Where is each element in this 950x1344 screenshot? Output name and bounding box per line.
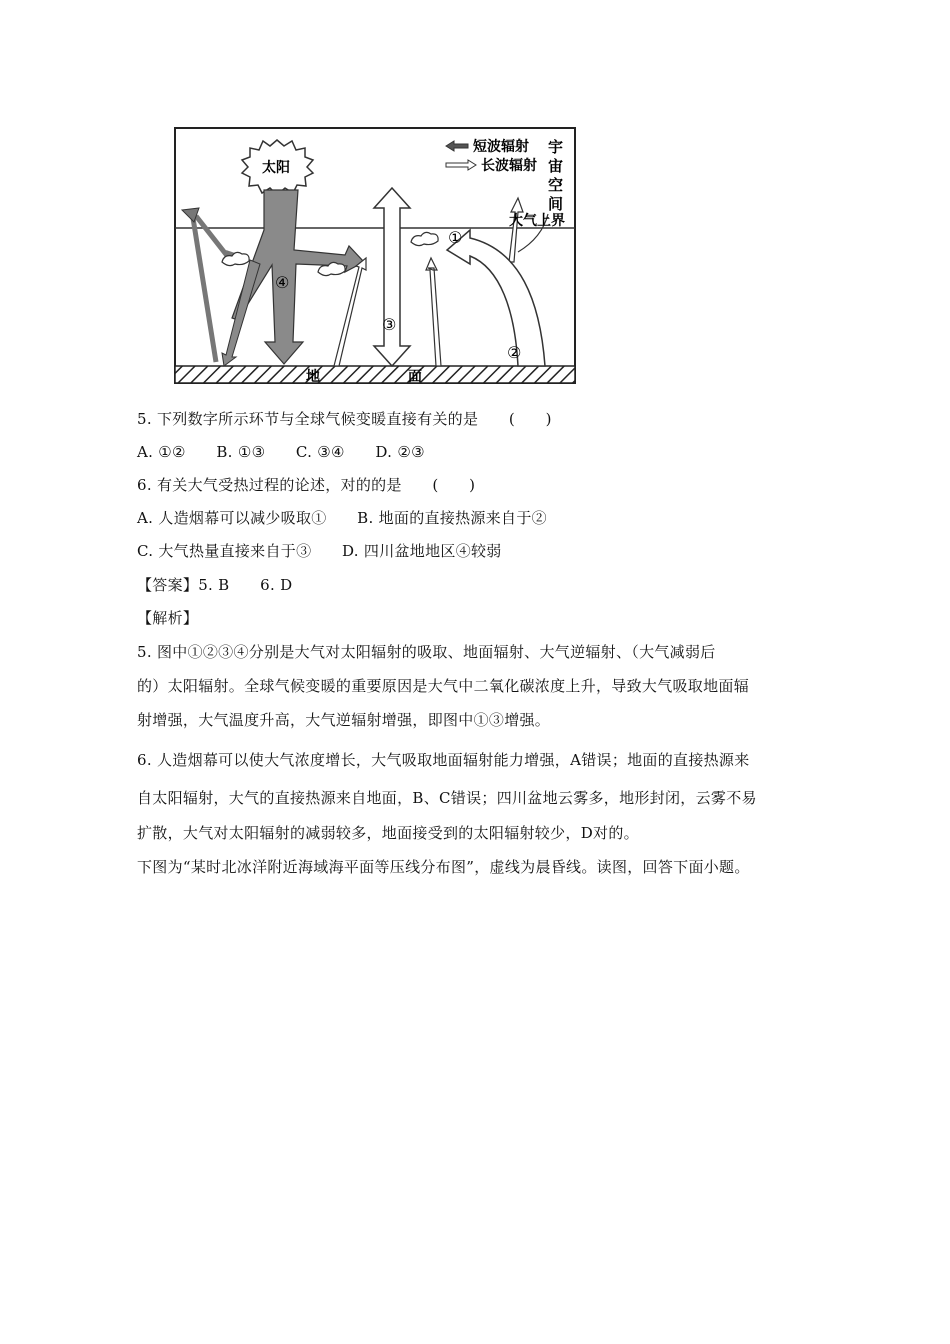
question-6: 6. 有关大气受热过程的论述，对的的是 ( ) xyxy=(137,476,476,494)
analysis-text: 5. 图中①②③④分别是大气对太阳辐射的吸取、地面辐射、大气逆辐射、（大气减弱后 xyxy=(137,643,716,661)
atmosphere-heating-diagram xyxy=(0,0,950,400)
legend-longwave-label: 长波辐射 xyxy=(481,158,537,174)
marker-3: ③ xyxy=(382,315,397,334)
ground-label: 地 xyxy=(306,369,320,385)
question-5: 5. 下列数字所示环节与全球气候变暖直接有关的是 ( ) xyxy=(137,410,552,428)
question-6-options-cd: C. 大气热量直接来自于③ D. 四川盆地地区④较弱 xyxy=(137,542,502,560)
ground-hatch xyxy=(175,366,575,383)
next-question-intro: 下图为“某时北冰洋附近海域海平面等压线分布图”，虚线为晨昏线。读图，回答下面小题。 xyxy=(137,858,750,876)
analysis-text: 射增强，大气温度升高，大气逆辐射增强，即图中①③增强。 xyxy=(137,711,551,729)
space-label-char: 宙 xyxy=(548,157,564,175)
sun-label: 太阳 xyxy=(262,160,290,176)
question-5-options: A. ①② B. ①③ C. ③④ D. ②③ xyxy=(137,443,425,461)
atmosphere-top-label: 大气上界 xyxy=(509,213,565,229)
answer-line: 【答案】5. B 6. D xyxy=(137,576,293,594)
marker-4: ④ xyxy=(275,273,290,292)
analysis-text: 6. 人造烟幕可以使大气浓度增长，大气吸取地面辐射能力增强，A错误；地面的直接热源来 xyxy=(137,751,750,769)
legend-shortwave-label: 短波辐射 xyxy=(473,139,529,155)
space-label-char: 空 xyxy=(548,176,564,194)
space-label-char: 间 xyxy=(548,195,564,213)
space-label-char: 宇 xyxy=(548,138,564,156)
question-6-options-ab: A. 人造烟幕可以减少吸取① B. 地面的直接热源来自于② xyxy=(137,509,547,527)
analysis-text: 自太阳辐射，大气的直接热源来自地面，B、C错误；四川盆地云雾多，地形封闭，云雾不易 xyxy=(137,789,757,807)
marker-1: ① xyxy=(448,228,463,247)
ground-label: 面 xyxy=(408,369,422,385)
analysis-heading: 【解析】 xyxy=(137,609,199,627)
analysis-text: 的）太阳辐射。全球气候变暖的重要原因是大气中二氧化碳浓度上升，导致大气吸取地面辐 xyxy=(137,677,750,695)
marker-2: ② xyxy=(507,343,522,362)
analysis-text: 扩散，大气对太阳辐射的减弱较多，地面接受到的太阳辐射较少，D对的。 xyxy=(137,824,639,842)
